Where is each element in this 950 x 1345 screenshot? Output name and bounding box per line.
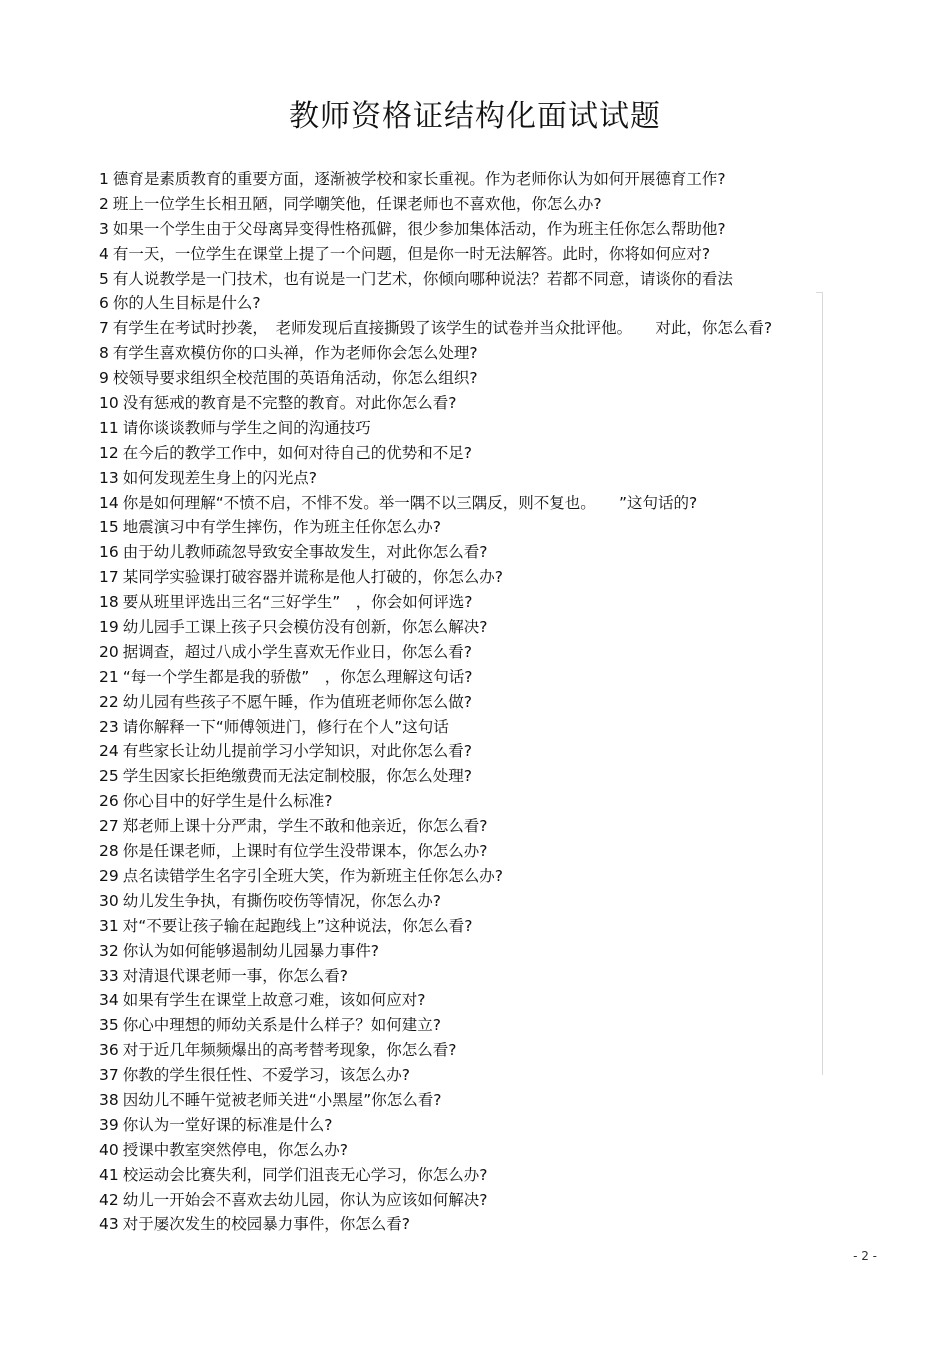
question-number: 21 bbox=[99, 667, 119, 686]
question-text: 你是任课老师，上课时有位学生没带课本，你怎么办? bbox=[122, 842, 488, 861]
question-text: 你认为一堂好课的标准是什么? bbox=[122, 1115, 333, 1134]
question-text: 要从班里评选出三名“三好学生” ，你会如何评选? bbox=[122, 593, 473, 612]
question-number: 2 bbox=[99, 194, 109, 213]
question-number: 7 bbox=[99, 319, 109, 338]
question-number: 17 bbox=[99, 568, 119, 587]
question-text: 授课中教室突然停电，你怎么办? bbox=[122, 1140, 348, 1159]
question-number: 3 bbox=[99, 219, 109, 238]
question-text: 如何发现差生身上的闪光点? bbox=[122, 468, 317, 487]
question-text: 幼儿园手工课上孩子只会模仿没有创新，你怎么解决? bbox=[122, 618, 488, 637]
question-item bbox=[99, 615, 899, 640]
question-number: 12 bbox=[99, 443, 119, 462]
question-item bbox=[99, 441, 899, 466]
question-number: 33 bbox=[99, 966, 119, 985]
question-text: 你的人生目标是什么? bbox=[112, 294, 261, 313]
question-text: 你心中理想的师幼关系是什么样子？如何建立? bbox=[122, 1016, 441, 1035]
question-number: 36 bbox=[99, 1041, 119, 1060]
question-text: 对于屡次发生的校园暴力事件，你怎么看? bbox=[122, 1215, 410, 1234]
page-number: - 2 - bbox=[853, 1249, 877, 1263]
question-text: 有些家长让幼儿提前学习小学知识，对此你怎么看? bbox=[122, 742, 472, 761]
document-title: 教师资格证结构化面试试题 bbox=[289, 99, 661, 134]
question-item bbox=[99, 1113, 899, 1138]
question-text: 因幼儿不睡午觉被老师关进“小黑屋”你怎么看? bbox=[122, 1090, 442, 1109]
question-text: 你教的学生很任性、不爱学习，该怎么办? bbox=[122, 1066, 410, 1085]
question-list bbox=[99, 167, 899, 1237]
question-number: 27 bbox=[99, 817, 119, 836]
question-number: 6 bbox=[99, 294, 109, 313]
question-item bbox=[99, 341, 899, 366]
margin-rule bbox=[822, 292, 823, 1075]
question-number: 10 bbox=[99, 394, 119, 413]
question-number: 37 bbox=[99, 1066, 119, 1085]
question-text: 如果有学生在课堂上故意刁难，该如何应对? bbox=[122, 991, 426, 1010]
question-text: 校领导要求组织全校范围的英语角活动，你怎么组织? bbox=[112, 369, 478, 388]
question-number: 18 bbox=[99, 593, 119, 612]
question-text: 某同学实验课打破容器并谎称是他人打破的，你怎么办? bbox=[122, 568, 503, 587]
question-text: 由于幼儿教师疏忽导致安全事故发生，对此你怎么看? bbox=[122, 543, 488, 562]
question-number: 30 bbox=[99, 891, 119, 910]
question-number: 8 bbox=[99, 344, 109, 363]
question-number: 32 bbox=[99, 941, 119, 960]
question-item bbox=[99, 889, 899, 914]
question-number: 23 bbox=[99, 717, 119, 736]
question-text: 在今后的教学工作中，如何对待自己的优势和不足? bbox=[122, 443, 472, 462]
question-item bbox=[99, 491, 899, 516]
question-item bbox=[99, 515, 899, 540]
question-text: 有一天，一位学生在课堂上提了一个问题，但是你一时无法解答。此时，你将如何应对? bbox=[112, 244, 711, 263]
question-item bbox=[99, 167, 899, 192]
question-number: 43 bbox=[99, 1215, 119, 1234]
question-text: 请你谈谈教师与学生之间的沟通技巧 bbox=[122, 418, 371, 437]
question-item bbox=[99, 391, 899, 416]
question-text: 对于近几年频频爆出的高考替考现象，你怎么看? bbox=[122, 1041, 457, 1060]
question-text: 有学生在考试时抄袭， 老师发现后直接撕毁了该学生的试卷并当众批评他。 对此，你怎么看? bbox=[112, 319, 773, 338]
question-text: 校运动会比赛失利，同学们沮丧无心学习，你怎么办? bbox=[122, 1165, 488, 1184]
question-number: 24 bbox=[99, 742, 119, 761]
question-number: 31 bbox=[99, 916, 119, 935]
question-item bbox=[99, 939, 899, 964]
question-item bbox=[99, 914, 899, 939]
question-item bbox=[99, 416, 899, 441]
question-text: 你心目中的好学生是什么标准? bbox=[122, 792, 333, 811]
question-number: 16 bbox=[99, 543, 119, 562]
question-item bbox=[99, 540, 899, 565]
question-item bbox=[99, 864, 899, 889]
question-item bbox=[99, 565, 899, 590]
question-item bbox=[99, 316, 899, 341]
question-text: 有学生喜欢模仿你的口头禅，作为老师你会怎么处理? bbox=[112, 344, 478, 363]
question-number: 20 bbox=[99, 642, 119, 661]
question-item bbox=[99, 964, 899, 989]
question-item bbox=[99, 1212, 899, 1237]
question-item bbox=[99, 1138, 899, 1163]
question-text: 没有惩戒的教育是不完整的教育。对此你怎么看? bbox=[122, 394, 457, 413]
question-number: 11 bbox=[99, 418, 119, 437]
question-number: 1 bbox=[99, 170, 109, 188]
question-number: 22 bbox=[99, 692, 119, 711]
question-number: 5 bbox=[99, 269, 109, 288]
question-text: 你是如何理解“不愤不启，不悱不发。举一隅不以三隅反，则不复也。 ”这句话的? bbox=[122, 493, 698, 512]
question-text: “每一个学生都是我的骄傲” ，你怎么理解这句话? bbox=[122, 667, 473, 686]
question-item bbox=[99, 839, 899, 864]
question-number: 35 bbox=[99, 1016, 119, 1035]
question-item bbox=[99, 789, 899, 814]
question-text: 幼儿发生争执，有撕伤咬伤等情况，你怎么办? bbox=[122, 891, 441, 910]
question-item bbox=[99, 764, 899, 789]
question-text: 幼儿园有些孩子不愿午睡，作为值班老师你怎么做? bbox=[122, 692, 472, 711]
question-text: 地震演习中有学生摔伤，作为班主任你怎么办? bbox=[122, 518, 441, 537]
question-item bbox=[99, 715, 899, 740]
question-text: 班上一位学生长相丑陋，同学嘲笑他，任课老师也不喜欢他，你怎么办? bbox=[112, 194, 602, 213]
question-item bbox=[99, 1013, 899, 1038]
question-item bbox=[99, 267, 899, 292]
question-text: 对“不要让孩子输在起跑线上”这种说法，你怎么看? bbox=[122, 916, 473, 935]
question-item bbox=[99, 739, 899, 764]
question-number: 19 bbox=[99, 618, 119, 637]
question-item bbox=[99, 1088, 899, 1113]
question-number: 9 bbox=[99, 369, 109, 388]
question-item bbox=[99, 590, 899, 615]
question-number: 34 bbox=[99, 991, 119, 1010]
question-text: 幼儿一开始会不喜欢去幼儿园，你认为应该如何解决? bbox=[122, 1190, 488, 1209]
question-number: 14 bbox=[99, 493, 119, 512]
question-item bbox=[99, 366, 899, 391]
question-item bbox=[99, 988, 899, 1013]
question-number: 26 bbox=[99, 792, 119, 811]
question-item bbox=[99, 1063, 899, 1088]
question-number: 15 bbox=[99, 518, 119, 537]
question-text: 如果一个学生由于父母离异变得性格孤僻，很少参加集体活动，作为班主任你怎么帮助他? bbox=[112, 219, 726, 238]
question-item bbox=[99, 291, 899, 316]
question-text: 请你解释一下“师傅领进门，修行在个人”这句话 bbox=[122, 717, 449, 736]
question-item bbox=[99, 242, 899, 267]
question-text: 学生因家长拒绝缴费而无法定制校服，你怎么处理? bbox=[122, 767, 472, 786]
question-text: 郑老师上课十分严肃，学生不敢和他亲近，你怎么看? bbox=[122, 817, 488, 836]
question-number: 38 bbox=[99, 1090, 119, 1109]
question-text: 德育是素质教育的重要方面，逐渐被学校和家长重视。作为老师你认为如何开展德育工作? bbox=[112, 170, 726, 188]
question-number: 13 bbox=[99, 468, 119, 487]
question-number: 28 bbox=[99, 842, 119, 861]
question-text: 对清退代课老师一事，你怎么看? bbox=[122, 966, 348, 985]
question-number: 40 bbox=[99, 1140, 119, 1159]
question-number: 42 bbox=[99, 1190, 119, 1209]
question-item bbox=[99, 640, 899, 665]
question-item bbox=[99, 217, 899, 242]
question-number: 41 bbox=[99, 1165, 119, 1184]
question-item bbox=[99, 1038, 899, 1063]
question-item bbox=[99, 1188, 899, 1213]
question-number: 25 bbox=[99, 767, 119, 786]
question-item bbox=[99, 192, 899, 217]
question-number: 29 bbox=[99, 866, 119, 885]
question-text: 点名读错学生名字引全班大笑，作为新班主任你怎么办? bbox=[122, 866, 503, 885]
question-item bbox=[99, 665, 899, 690]
question-number: 39 bbox=[99, 1115, 119, 1134]
question-text: 你认为如何能够遏制幼儿园暴力事件? bbox=[122, 941, 379, 960]
question-number: 4 bbox=[99, 244, 109, 263]
question-text: 据调查，超过八成小学生喜欢无作业日，你怎么看? bbox=[122, 642, 472, 661]
question-text: 有人说教学是一门技术，也有说是一门艺术，你倾向哪种说法？若都不同意，请谈你的看法 bbox=[112, 269, 733, 288]
question-item bbox=[99, 814, 899, 839]
question-item bbox=[99, 466, 899, 491]
question-item bbox=[99, 690, 899, 715]
question-item bbox=[99, 1163, 899, 1188]
